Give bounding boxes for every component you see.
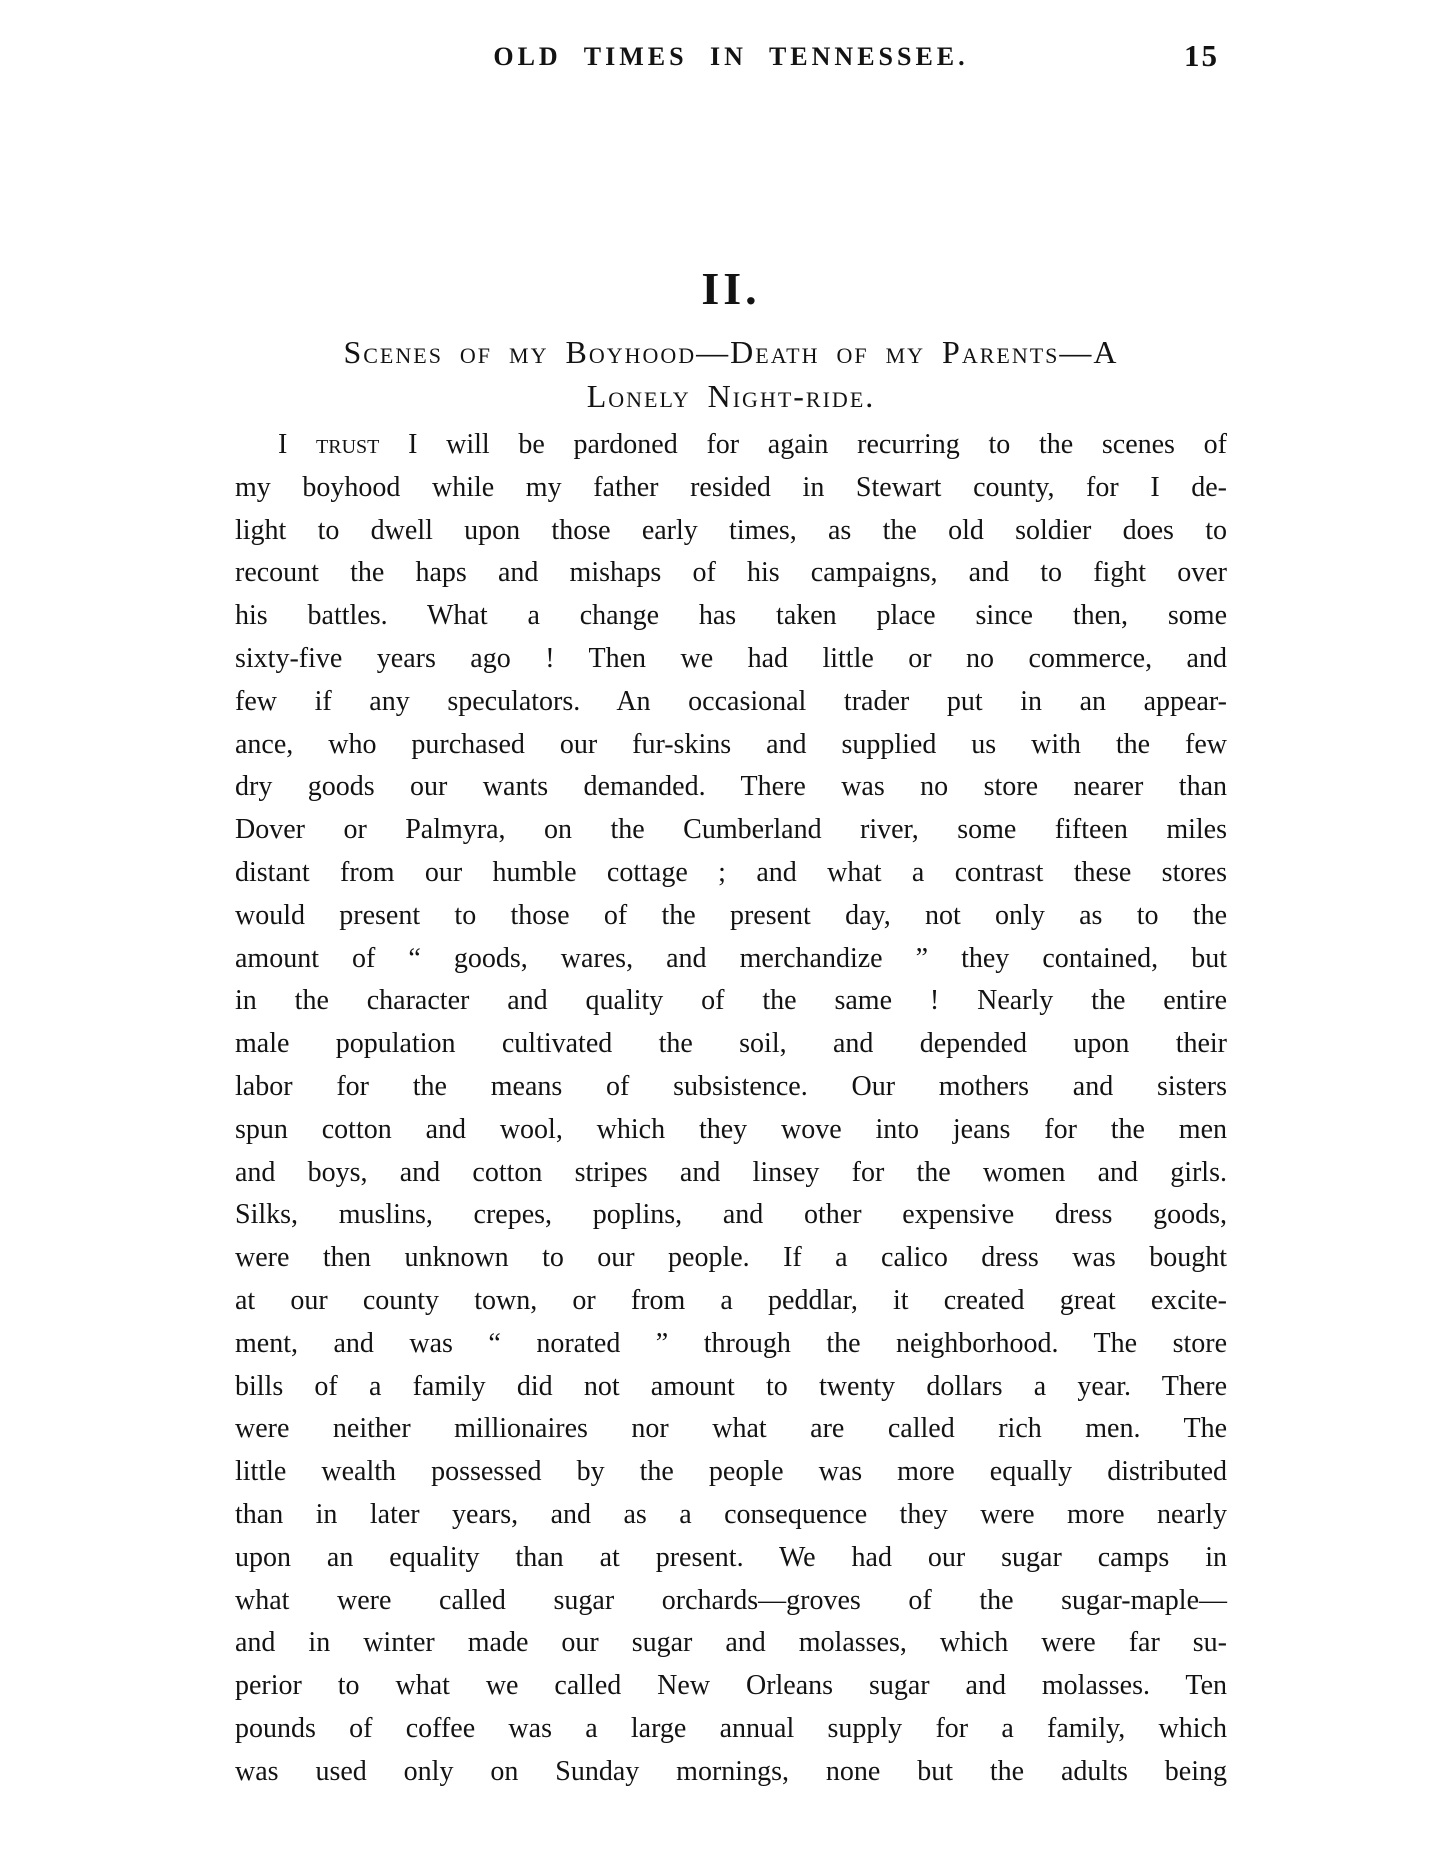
chapter-title-line-2: Lonely Night-ride. (586, 378, 876, 414)
paragraph-line: was used only on Sunday mornings, none but the adults being (235, 1755, 1227, 1787)
body-paragraph (235, 424, 1227, 1794)
page-number: 15 (1184, 38, 1219, 73)
paragraph-line: Dover or Palmyra, on the Cumberland river, some fifteen miles (235, 814, 1227, 846)
paragraph-line: and in winter made our sugar and molasses, which were far su- (235, 1627, 1227, 1659)
paragraph-line: were then unknown to our people. If a calico dress was bought (235, 1242, 1227, 1274)
paragraph-line: would present to those of the present day, not only as to the (235, 899, 1227, 931)
first-line-smallcaps-words: I trust (278, 429, 380, 460)
paragraph-line: recount the haps and mishaps of his campaigns, and to fight over (235, 557, 1227, 589)
paragraph-line: than in later years, and as a consequence they were more nearly (235, 1498, 1227, 1530)
paragraph-line: perior to what we called New Orleans sugar and molasses. Ten (235, 1670, 1227, 1702)
paragraph-line: pounds of coffee was a large annual supply for a family, which (235, 1712, 1227, 1744)
paragraph-line: spun cotton and wool, which they wove into jeans for the men (235, 1113, 1227, 1145)
paragraph-line: little wealth possessed by the people was more equally distributed (235, 1456, 1227, 1488)
chapter-title-line-1: Scenes of my Boyhood—Death of my Parents—A (343, 334, 1119, 370)
paragraph-line: in the character and quality of the same ! Nearly the entire (235, 985, 1227, 1017)
paragraph-line: few if any speculators. An occasional trader put in an appear- (235, 685, 1227, 717)
paragraph-first-line (235, 424, 1227, 467)
chapter-number: II. (701, 263, 761, 314)
paragraph-line: at our county town, or from a peddlar, it created great excite- (235, 1284, 1227, 1316)
paragraph-line: ance, who purchased our fur-skins and supplied us with the few (235, 728, 1227, 760)
paragraph-line: ment, and was “ norated ” through the neighborhood. The store (235, 1327, 1227, 1359)
paragraph-line: bills of a family did not amount to twenty dollars a year. There (235, 1370, 1227, 1402)
paragraph-line: sixty-five years ago ! Then we had little or no commerce, and (235, 642, 1227, 674)
paragraph-line: distant from our humble cottage ; and what a contrast these stores (235, 856, 1227, 888)
paragraph-line: his battles. What a change has taken place since then, some (235, 600, 1227, 632)
paragraph-line: male population cultivated the soil, and depended upon their (235, 1028, 1227, 1060)
paragraph-line: amount of “ goods, wares, and merchandize ” they contained, but (235, 942, 1227, 974)
paragraph-line: were neither millionaires nor what are called rich men. The (235, 1413, 1227, 1445)
paragraph-line: upon an equality than at present. We had our sugar camps in (235, 1541, 1227, 1573)
paragraph-line: dry goods our wants demanded. There was no store nearer than (235, 771, 1227, 803)
paragraph-lines (235, 467, 1227, 1794)
paragraph-line: what were called sugar orchards—groves of the sugar-maple— (235, 1584, 1227, 1616)
paragraph-line: labor for the means of subsistence. Our mothers and sisters (235, 1070, 1227, 1102)
paragraph-line: my boyhood while my father resided in Stewart county, for I de- (235, 471, 1227, 503)
first-line-text: I will be pardoned for again recurring to the scenes of (379, 429, 1227, 460)
paragraph-line: and boys, and cotton stripes and linsey for the women and girls. (235, 1156, 1227, 1188)
paragraph-line: Silks, muslins, crepes, poplins, and other expensive dress goods, (235, 1199, 1227, 1231)
running-header-title: OLD TIMES IN TENNESSEE. (493, 42, 969, 71)
paragraph-line: light to dwell upon those early times, as the old soldier does to (235, 514, 1227, 546)
chapter-title (235, 330, 1227, 418)
